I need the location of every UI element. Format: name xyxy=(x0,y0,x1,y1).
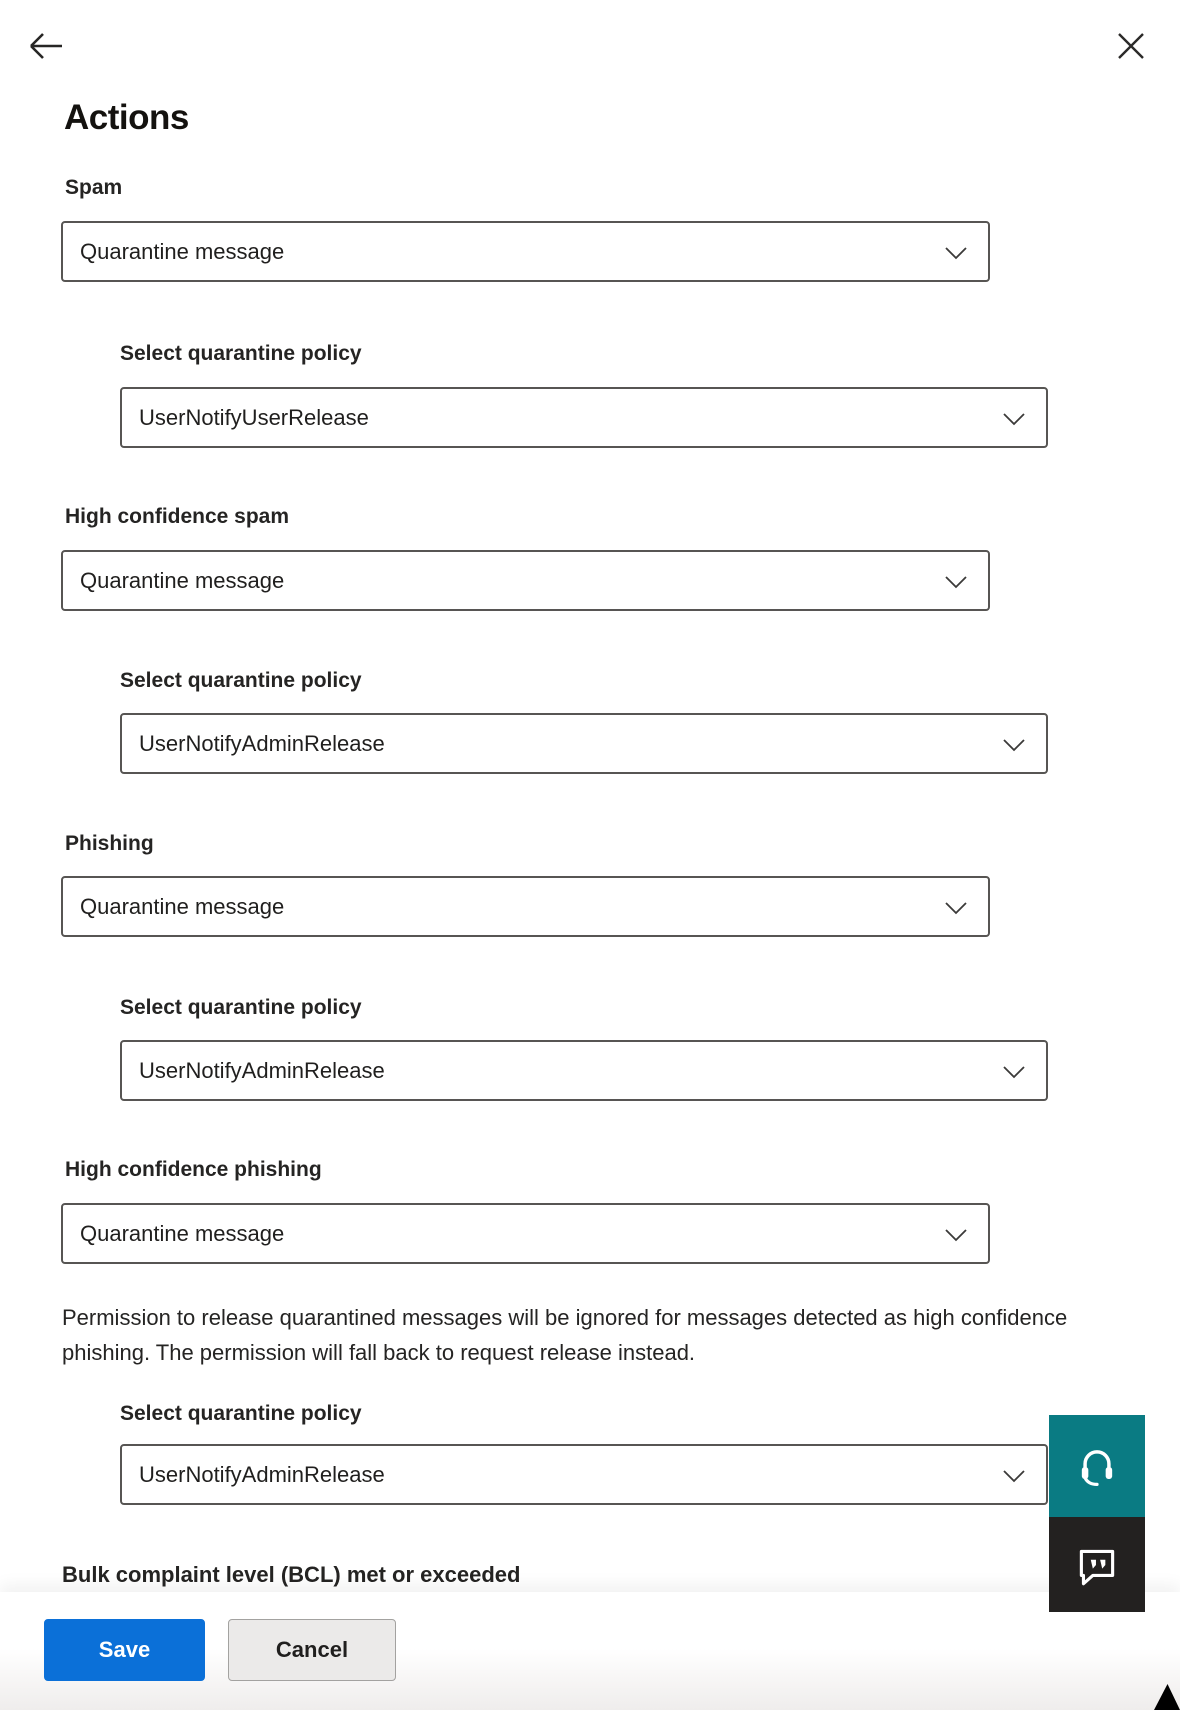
high-confidence-phishing-permission-note: Permission to release quarantined messages will be ignored for messages detected as high confidence phishing. The permission will fall back to request release instead. xyxy=(62,1305,1068,1365)
phishing-quarantine-policy-label: Select quarantine policy xyxy=(120,996,362,1019)
chat-quotes-icon xyxy=(1072,1540,1122,1590)
select-high-confidence-spam-quarantine-policy-value: UserNotifyAdminRelease xyxy=(139,730,385,756)
select-high-confidence-phishing-action[interactable] xyxy=(61,1203,990,1264)
select-phishing-quarantine-policy[interactable] xyxy=(120,1040,1048,1101)
footer-bar xyxy=(0,1592,1180,1710)
headset-icon xyxy=(1071,1440,1123,1492)
close-button[interactable] xyxy=(1110,26,1152,66)
phishing-label: Phishing xyxy=(65,832,154,855)
close-icon xyxy=(1114,51,1148,66)
select-phishing-quarantine-policy-value: UserNotifyAdminRelease xyxy=(139,1057,385,1083)
select-high-confidence-spam-action[interactable] xyxy=(61,550,990,611)
arrow-left-icon xyxy=(24,54,66,69)
spam-label: Spam xyxy=(65,176,123,199)
select-high-confidence-phishing-quarantine-policy[interactable] xyxy=(120,1444,1048,1505)
high-confidence-spam-quarantine-policy-label: Select quarantine policy xyxy=(120,669,362,692)
select-phishing-action-value: Quarantine message xyxy=(80,893,285,919)
chevron-down-icon xyxy=(942,1220,970,1248)
select-spam-quarantine-policy[interactable] xyxy=(120,387,1048,448)
cancel-button[interactable]: Cancel xyxy=(228,1619,396,1681)
chevron-down-icon xyxy=(942,567,970,595)
save-button[interactable]: Save xyxy=(44,1619,205,1681)
select-high-confidence-spam-action-value: Quarantine message xyxy=(80,567,285,593)
high-confidence-spam-label: High confidence spam xyxy=(65,505,290,528)
chevron-down-icon xyxy=(942,238,970,266)
bulk-complaint-level-heading: Bulk complaint level (BCL) met or exceeded xyxy=(62,1562,521,1587)
spam-quarantine-policy-label: Select quarantine policy xyxy=(120,342,362,365)
help-button[interactable] xyxy=(1049,1415,1145,1517)
high-confidence-phishing-label: High confidence phishing xyxy=(65,1158,322,1181)
select-high-confidence-spam-quarantine-policy[interactable] xyxy=(120,713,1048,774)
select-high-confidence-phishing-action-value: Quarantine message xyxy=(80,1220,285,1246)
feedback-button[interactable] xyxy=(1049,1517,1145,1612)
chevron-down-icon xyxy=(942,893,970,921)
select-spam-quarantine-policy-value: UserNotifyUserRelease xyxy=(139,404,369,430)
select-spam-action[interactable] xyxy=(61,221,990,282)
chevron-down-icon xyxy=(1000,404,1028,432)
chevron-down-icon xyxy=(1000,1057,1028,1085)
page-title: Actions xyxy=(64,98,189,137)
select-spam-action-value: Quarantine message xyxy=(80,238,285,264)
chevron-down-icon xyxy=(1000,730,1028,758)
select-high-confidence-phishing-quarantine-policy-value: UserNotifyAdminRelease xyxy=(139,1461,385,1487)
high-confidence-phishing-quarantine-policy-label: Select quarantine policy xyxy=(120,1402,362,1425)
back-button[interactable] xyxy=(24,26,66,66)
chevron-down-icon xyxy=(1000,1461,1028,1489)
select-phishing-action[interactable] xyxy=(61,876,990,937)
